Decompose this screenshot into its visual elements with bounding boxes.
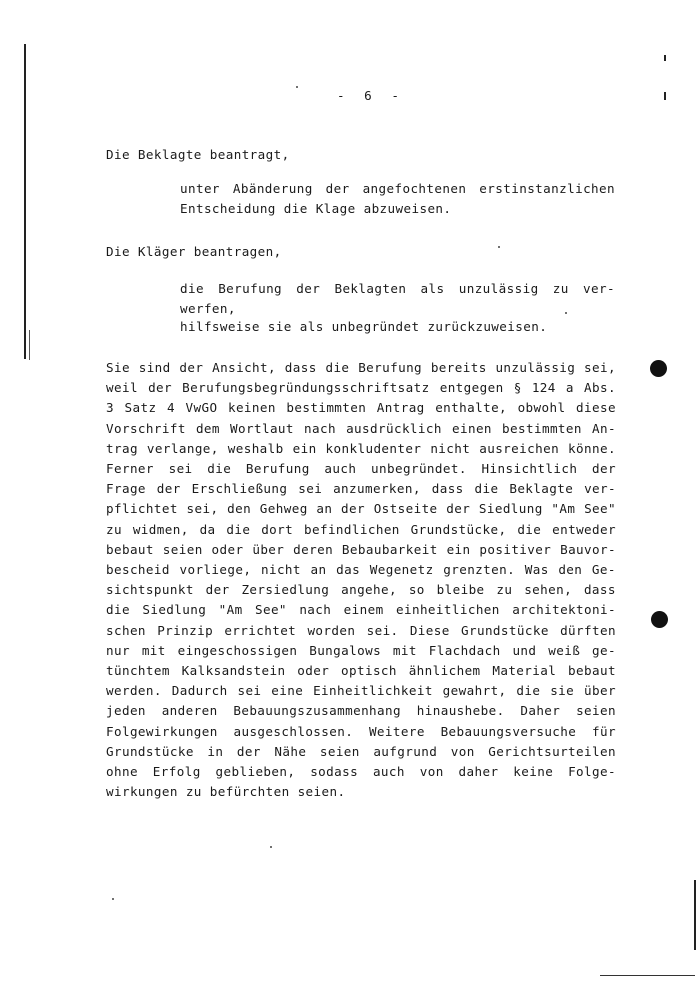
body-line: wirkungen zu befürchten seien. (106, 784, 346, 800)
speck (296, 86, 298, 88)
body-line: die Siedlung "Am See" nach einem einheitlichen architektoni- (106, 602, 616, 618)
indented-line: werfen, (180, 301, 236, 316)
body-line: pflichtet sei, den Gehweg an der Ostseite der Siedlung "Am See" (106, 501, 616, 517)
body-line: sichtspunkt der Zersiedlung angehe, so bleibe zu sehen, dass (106, 582, 616, 598)
indented-line: unter Abänderung der angefochtenen erstinstanzlichen (180, 181, 615, 196)
page-number: - 6 - (337, 88, 405, 103)
top-right-tick (664, 55, 666, 61)
indented-line: Entscheidung die Klage abzuweisen. (180, 201, 452, 216)
indented-line: hilfsweise sie als unbegründet zurückzuweisen. (180, 319, 548, 334)
body-line: zu widmen, da die dort befindlichen Grundstücke, die entweder (106, 521, 616, 537)
speck (498, 246, 500, 248)
indented-line: die Berufung der Beklagten als unzulässig zu ver- (180, 281, 615, 296)
body-line: Vorschrift dem Wortlaut nach ausdrücklich einen bestimmten An- (106, 420, 616, 436)
body-line: Folgewirkungen ausgeschlossen. Weitere Bebauungsversuche für (106, 723, 616, 739)
body-line: 3 Satz 4 VwGO keinen bestimmten Antrag enthalte, obwohl diese (106, 400, 616, 416)
speck (565, 312, 567, 314)
body-line: bescheid vorliege, nicht an das Wegenetz grenzten. Was den Ge- (106, 562, 616, 577)
body-line: schen Prinzip errichtet worden sei. Diese Grundstücke dürften (106, 622, 616, 638)
body-line: Sie sind der Ansicht, dass die Berufung bereits unzulässig sei, (106, 360, 616, 375)
body-line: ohne Erfolg geblieben, sodass auch von daher keine Folge- (106, 764, 616, 779)
body-line: weil der Berufungsbegründungsschriftsatz entgegen § 124 a Abs. (106, 380, 616, 396)
body-line: Frage der Erschließung sei anzumerken, dass die Beklagte ver- (106, 481, 616, 497)
body-line: tünchtem Kalksandstein oder optisch ähnlichem Material bebaut (106, 663, 616, 678)
speck (112, 898, 114, 900)
body-line: werden. Dadurch sei eine Einheitlichkeit gewahrt, die sie über (106, 683, 616, 699)
left-margin-dashes (29, 330, 30, 360)
punch-hole-upper (650, 360, 667, 377)
punch-hole-lower (651, 611, 668, 628)
body-line: Ferner sei die Berufung auch unbegründet. Hinsichtlich der (106, 461, 616, 476)
left-margin-line (24, 44, 26, 359)
body-line: bebaut seien oder über deren Bebaubarkeit ein positiver Bauvor- (106, 541, 616, 557)
bottom-edge-line (600, 975, 695, 976)
paragraph-heading: Die Kläger beantragen, (106, 244, 282, 259)
speck (270, 846, 272, 848)
body-line: nur mit eingeschossigen Bungalows mit Flachdach und weiß ge- (106, 642, 616, 658)
body-line: jeden anderen Bebauungszusammenhang hinaushebe. Daher seien (106, 703, 616, 719)
body-line: Grundstücke in der Nähe seien aufgrund von Gerichtsurteilen (106, 743, 616, 759)
paragraph-heading: Die Beklagte beantragt, (106, 147, 290, 162)
top-right-tick-2 (664, 92, 666, 100)
right-edge-line (694, 880, 696, 950)
body-line: trag verlange, weshalb ein konkludenter nicht ausreichen könne. (106, 440, 616, 456)
